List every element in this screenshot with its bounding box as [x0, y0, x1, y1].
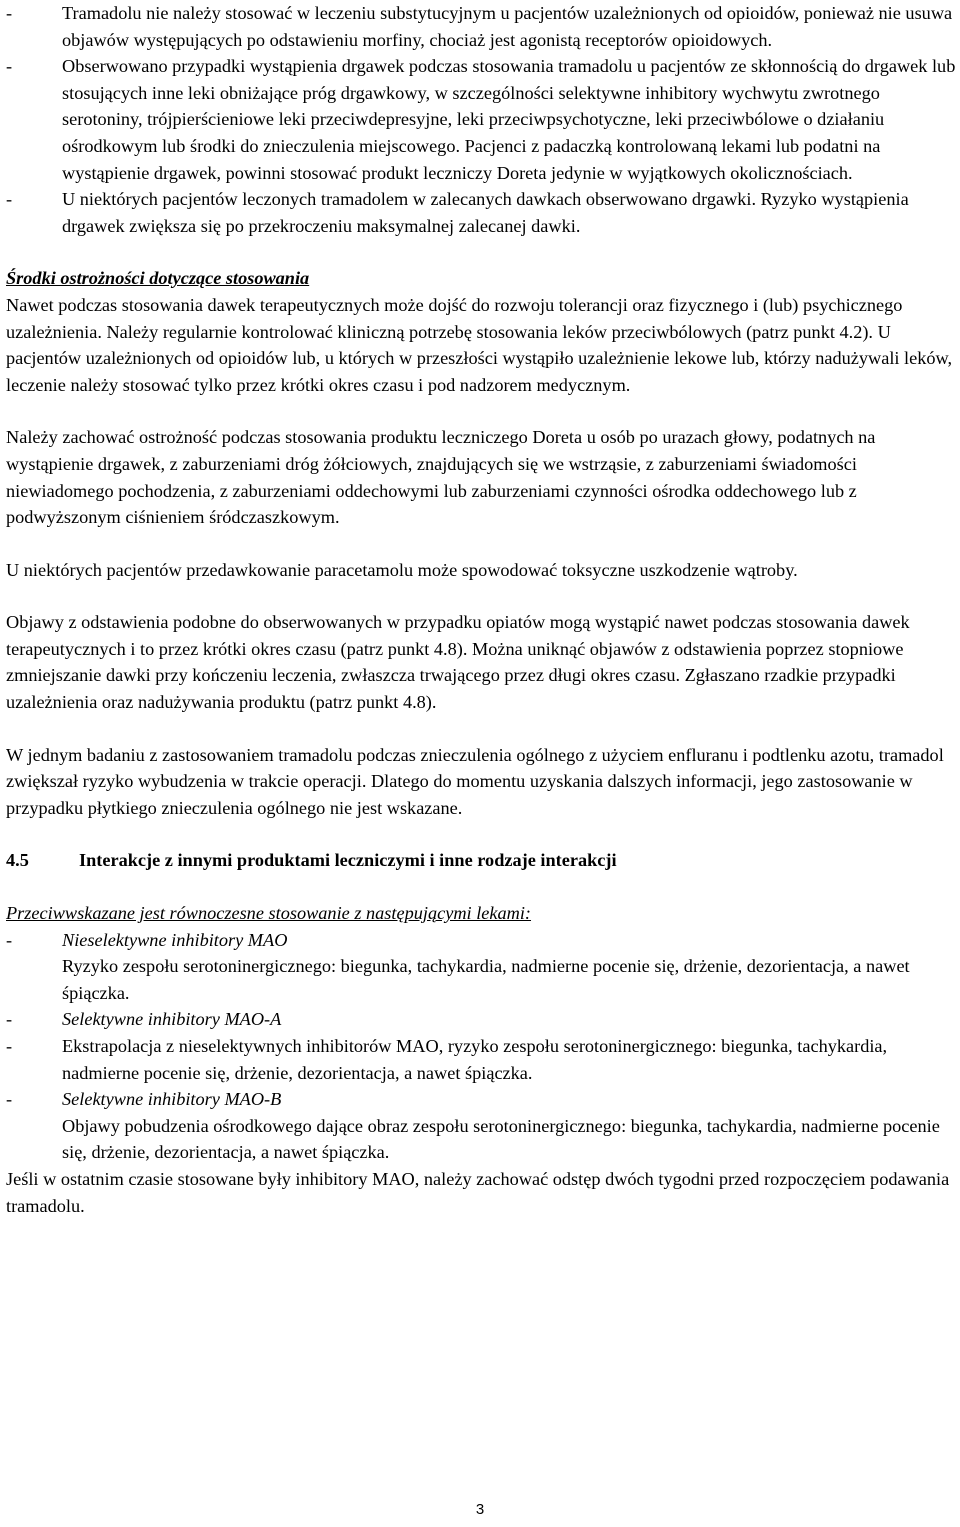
list-dash: -	[6, 56, 13, 77]
list-item	[6, 1033, 956, 1086]
precautions-paragraph: W jednym badaniu z zastosowaniem tramadolu podczas znieczulenia ogólnego z użyciem enfluranu i podtlenku azotu, tramadol zwiększał ryzyko wybudzenia w trakcie operacji. Dlatego do momentu uzyskania dalszych informacji, jego zastosowanie w przypadku płytkiego znieczulenia ogólnego nie jest wskazane.	[6, 744, 944, 818]
spacer	[6, 531, 956, 557]
list-item-text: Tramadolu nie należy stosować w leczeniu substytucyjnym u pacjentów uzależnionych od opioidów, ponieważ nie usuwa objawów występujących po odstawieniu morfiny, chociaż jest agonistą receptorów opioidowych.	[62, 3, 953, 50]
warnings-list	[6, 0, 956, 239]
list-item	[6, 1006, 956, 1033]
precautions-paragraph: Nawet podczas stosowania dawek terapeutycznych może dojść do rozwoju tolerancji oraz fizycznego i (lub) psychicznego uzależnienia. Należy regularnie kontrolować kliniczną potrzebę stosowania leków przeciwbólowych (patrz punkt 4.2). U pacjentów uzależnionych od opioidów lub, u których w przeszłości wystąpiło uzależnienie lekowe lub, którzy nadużywali leków, leczenie należy stosować tylko przez krótki okres czasu i pod nadzorem medycznym.	[6, 294, 953, 395]
list-item	[6, 1086, 956, 1113]
spacer	[6, 716, 956, 742]
interaction-detail: Ryzyko zespołu serotoninergicznego: biegunka, tachykardia, nadmierne pocenie się, drżenie, dezorientacja, a nawet śpiączka.	[62, 956, 910, 1003]
list-dash: -	[6, 929, 13, 950]
drug-class-label: Nieselektywne inhibitory MAO	[62, 929, 288, 950]
interaction-detail: Ekstrapolacja z nieselektywnych inhibitorów MAO, ryzyko zespołu serotoninergicznego: biegunka, tachykardia, nadmierne pocenie się, drżenie, dezorientacja, a nawet śpiączka.	[62, 1036, 888, 1083]
contraindication-subtitle: Przeciwwskazane jest równoczesne stosowanie z następującymi lekami:	[6, 903, 532, 924]
list-dash: -	[6, 1009, 13, 1030]
closing-paragraph: Jeśli w ostatnim czasie stosowane były inhibitory MAO, należy zachować odstęp dwóch tygodni przed rozpoczęciem podawania tramadolu.	[6, 1168, 950, 1216]
document-page	[6, 0, 956, 1219]
interaction-detail: Objawy pobudzenia ośrodkowego dające obraz zespołu serotoninergicznego: biegunka, tachykardia, nadmierne pocenie się, drżenie, dezorientacja, a nawet śpiączka.	[62, 1115, 940, 1163]
drug-class-label: Selektywne inhibitory MAO-A	[62, 1009, 282, 1030]
list-item-text: Obserwowano przypadki wystąpienia drgawek podczas stosowania tramadolu u pacjentów ze skłonnością do drgawek lub stosujących inne leki obniżające próg drgawkowy, w szczególności selektywne inhibitory wychwytu zwrotnego serotoniny, trójpierścieniowe leki przeciwdepresyjne, leki przeciwpsychotyczne, leki przeciwbólowe o działaniu ośrodkowym lub środki do znieczulenia miejscowego. Pacjenci z padaczką kontrolowaną lekami lub podatni na wystąpienie drgawek, powinni stosować produkt leczniczy Doreta jedynie w wyjątkowych okolicznościach.	[62, 56, 956, 183]
precautions-paragraph: Objawy z odstawienia podobne do obserwowanych w przypadku opiatów mogą wystąpić nawet podczas stosowania dawek terapeutycznych i to przez krótki okres czasu (patrz punkt 4.8). Można uniknąć objawów z odstawienia poprzez stopniowe zmniejszanie dawki przy kończeniu leczenia, zwłaszcza trwającego przez długi okres czasu. Zgłaszano rzadkie przypadki uzależnienia oraz nadużywania produktu (patrz punkt 4.8).	[6, 612, 910, 713]
spacer	[6, 398, 956, 424]
precautions-heading: Środki ostrożności dotyczące stosowania	[6, 268, 310, 289]
page-number: 3	[475, 1501, 485, 1518]
list-item	[6, 927, 956, 954]
list-item-text: U niektórych pacjentów leczonych tramadolem w zalecanych dawkach obserwowano drgawki. Ryzyko wystąpienia drgawek zwiększa się po przekroczeniu maksymalnej zalecanej dawki.	[62, 189, 909, 236]
spacer	[6, 239, 956, 265]
precautions-paragraph: Należy zachować ostrożność podczas stosowania produktu leczniczego Doreta u osób po urazach głowy, podatnych na wystąpienie drgawek, z zaburzeniami dróg żółciowych, znajdujących się we wstrząsie, z zaburzeniami świadomości niewiadomego pochodzenia, z zaburzeniami oddechowymi lub zaburzeniami czynności ośrodka oddechowego lub z podwyższonym ciśnieniem śródczaszkowym.	[6, 427, 876, 528]
list-dash: -	[6, 1036, 13, 1056]
list-dash: -	[6, 189, 13, 210]
section-title: Interakcje z innymi produktami leczniczymi i inne rodzaje interakcji	[79, 850, 617, 871]
spacer	[6, 583, 956, 609]
list-item	[6, 186, 956, 239]
list-item	[6, 53, 956, 186]
list-dash: -	[6, 3, 13, 23]
list-dash: -	[6, 1089, 13, 1110]
section-number: 4.5	[6, 850, 29, 871]
spacer	[6, 821, 956, 847]
drug-class-label: Selektywne inhibitory MAO-B	[62, 1089, 282, 1110]
precautions-paragraph: U niektórych pacjentów przedawkowanie paracetamolu może spowodować toksyczne uszkodzenie wątroby.	[6, 559, 798, 580]
interaction-list	[6, 927, 956, 1166]
spacer	[6, 874, 956, 900]
list-item	[6, 0, 956, 53]
section-heading	[6, 847, 956, 874]
